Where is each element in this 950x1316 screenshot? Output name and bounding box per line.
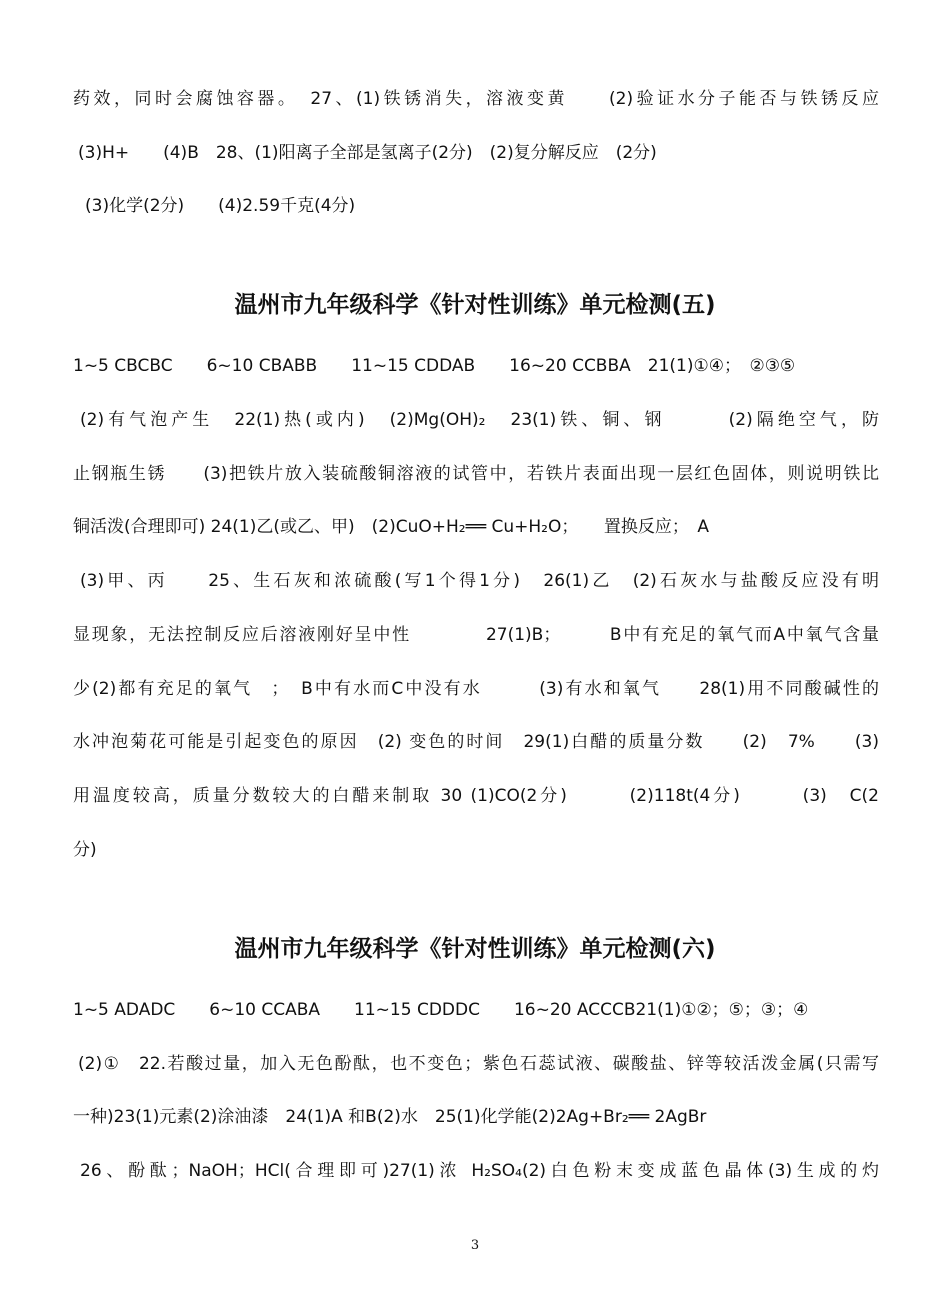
answer-line: (2)有气泡产生 22(1)热(或内) (2)Mg(OH)₂ 23(1)铁、铜、钢 (2)隔绝空气，防 [80,410,879,430]
answer-line: (3)化学(2分) (4)2.59千克(4分) [85,196,356,216]
answer-line: 少(2)都有充足的氧气 ； B中有水而C中没有水 (3)有水和氧气 28(1)用不同酸碱性的 [73,679,879,699]
answer-line: 分) [73,840,97,860]
section-title: 温州市九年级科学《针对性训练》单元检测(六) [234,936,716,962]
answer-line: 1~5 CBCBC 6~10 CBABB 11~15 CDDAB 16~20 CCBBA 21(1)①④； ②③⑤ [73,356,796,376]
answer-line: 止钢瓶生锈 (3)把铁片放入装硫酸铜溶液的试管中，若铁片表面出现一层红色固体，则说明铁比 [73,464,879,484]
answer-line: 用温度较高，质量分数较大的白醋来制取 30 (1)CO(2分) (2)118t(4分) (3) C(2 [73,786,879,806]
answer-line: 药效，同时会腐蚀容器。 27、(1)铁锈消失，溶液变黄 (2)验证水分子能否与铁锈反应 [73,89,879,109]
answer-line: 一种)23(1)元素(2)涂油漆 24(1)A 和B(2)水 25(1)化学能(2)2Ag+Br₂══ 2AgBr [73,1107,707,1127]
answer-line: 显现象，无法控制反应后溶液刚好呈中性 27(1)B； B中有充足的氧气而A中氧气含量 [73,625,879,645]
answer-line: 铜活泼(合理即可) 24(1)乙(或乙、甲) (2)CuO+H₂══ Cu+H₂O； 置换反应； A [73,517,709,537]
section-title: 温州市九年级科学《针对性训练》单元检测(五) [234,292,716,318]
page-number: 3 [470,1238,480,1253]
answer-line: 26、酚酞；NaOH；HCl(合理即可)27(1)浓 H₂SO₄(2)白色粉末变成蓝色晶体(3)生成的灼 [80,1161,879,1181]
answer-line: 1~5 ADADC 6~10 CCABA 11~15 CDDDC 16~20 ACCCB21(1)①②；⑤；③；④ [73,1000,809,1020]
answer-line: (3)H+ (4)B 28、(1)阳离子全部是氢离子(2分) (2)复分解反应 (2分) [78,143,657,163]
answer-line: 水冲泡菊花可能是引起变色的原因 (2) 变色的时间 29(1)白醋的质量分数 (2) 7% (3) [73,732,879,752]
answer-line: (2)① 22.若酸过量，加入无色酚酞，也不变色；紫色石蕊试液、碳酸盐、锌等较活泼金属(只需写 [78,1054,879,1074]
answer-line: (3)甲、丙 25、生石灰和浓硫酸(写1个得1分) 26(1)乙 (2)石灰水与盐酸反应没有明 [80,571,879,591]
